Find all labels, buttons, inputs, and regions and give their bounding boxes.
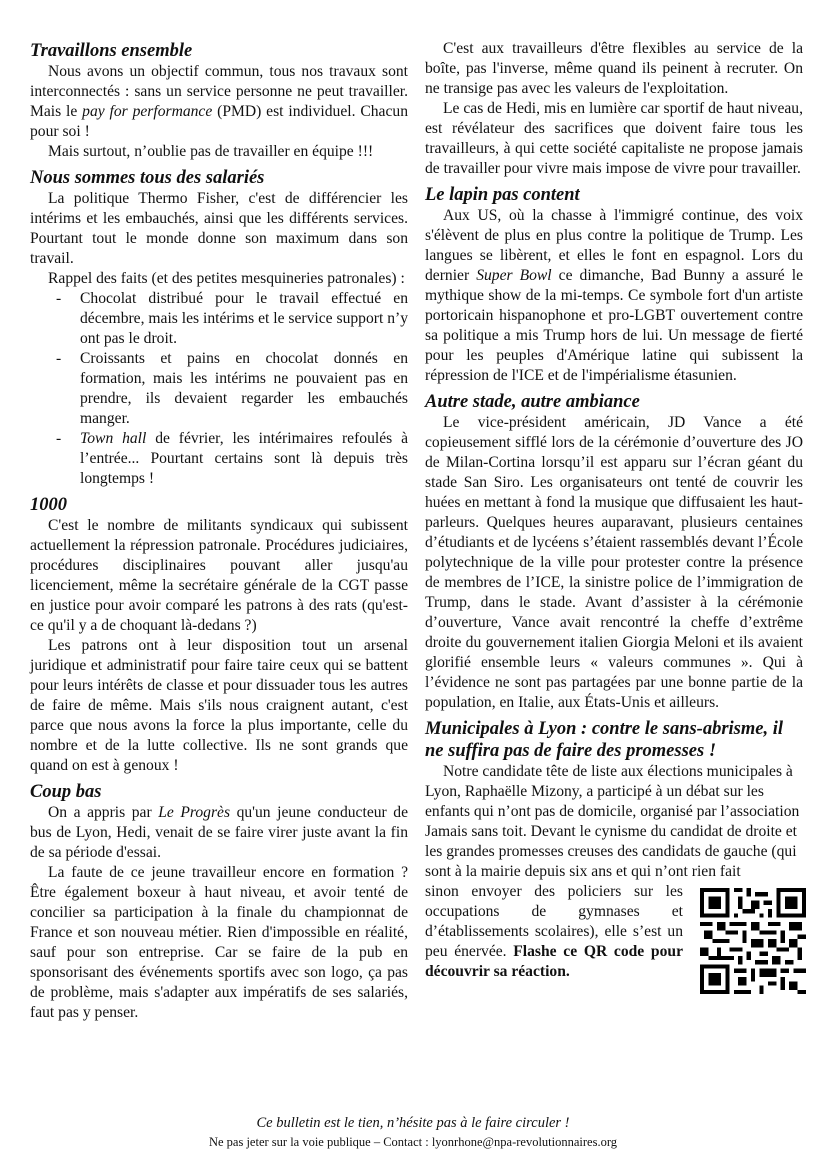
paragraph: Mais surtout, n’oublie pas de travailler en équipe !!!: [48, 143, 374, 160]
section-travaillons-ensemble: [30, 40, 408, 162]
paragraph: sinon envoyer des policiers sur les occupations de gymnases et d’établissements scolaires), elle s’est un peu énervée. Flashe ce QR code pour découvrir sa réaction.: [425, 883, 683, 980]
section-salaries: [30, 167, 408, 489]
emphasis: Super Bowl: [476, 267, 552, 284]
section-coup-bas-continued: [425, 39, 803, 179]
section-lapin-pas-content: [425, 184, 803, 386]
facts-list: [30, 289, 408, 489]
paragraph: C'est le nombre de militants syndicaux qui subissent actuellement la répression patronale. Procédures judiciaires, procédures disciplinaires pouvant aller jusqu'au licenciement, même la secrétaire générale de la CGT passe en justice pour avoir comparé les patrons à des rats (qu'est-ce qu'il y a de choquant là-dedans ?): [30, 517, 408, 634]
qr-code-icon[interactable]: [700, 888, 806, 994]
paragraph: On a appris par Le Progrès qu'un jeune conducteur de bus de Lyon, Hedi, venait de se faire virer juste avant la fin de sa période d'essai.: [30, 804, 408, 861]
paragraph: La politique Thermo Fisher, c'est de différencier les intérims et les embauchés, ainsi que les différents services. Pourtant tout le monde donne son maximum dans son travail.: [30, 190, 408, 267]
paragraph: Le vice-président américain, JD Vance a été copieusement sifflé lors de la cérémonie d’ouverture des JO de Milan-Cortina lorsqu’il est apparu sur l’écran géant du stade San Siro. Les organisateurs ont tenté de couvrir les huées en mettant à fond la musique que diffusaient les haut-parleurs. Quelques heures auparavant, plusieurs centaines d’étudiants et de lycéens s’étaient rassemblés devant l’École polytechnique de la ville pour protester contre la présence de membres de l’ICE, la sinistre police de l’immigration de Trump, dans le stade. Avant d’assister à la cérémonie d’ouverture, Vance avait rencontré la cheffe d’extrême droite du gouvernement italien Giorgia Meloni et ils avaient glorifié ensemble leurs « valeurs communes ». Qui à l’évidence ne sont pas partagées par une bonne partie de la population, en Italie, aux États-Unis et ailleurs.: [425, 414, 803, 711]
right-column: [425, 39, 803, 987]
left-column: [30, 40, 408, 1028]
section-1000: [30, 494, 408, 776]
emphasis: Town hall: [80, 430, 147, 447]
section-title: Le lapin pas content: [425, 185, 580, 205]
paragraph: Le cas de Hedi, mis en lumière car sportif de haut niveau, est révélateur des sacrifices que doivent faire tous les travailleurs, à qui cette société capitaliste ne propose jamais de travailler pour vivre mais impose de vivre pour travailler.: [425, 100, 803, 177]
paragraph: La faute de ce jeune travailleur encore en formation ? Être également boxeur à haut niveau, et avoir tenté de concilier sa participation à la finale du championnat de France et son nouveau métier. Rien d'impossible en réalité, sauf pour son entreprise. Car se faire de la pub en sponsorisant des événements sportifs avec son logo, ça pas de problème, mais s'adapter aux impératifs de ses salariés, faut pas y penser.: [30, 864, 408, 1021]
section-title: 1000: [30, 495, 67, 515]
paragraph: Nous avons un objectif commun, tous nos travaux sont interconnectés : sans un service personne ne peut travailler. Mais le pay for performance (PMD) est individuel. Chacun pour soi !: [30, 63, 408, 140]
footer-contact: Ne pas jeter sur la voie publique – Contact : lyonrhone@npa-revolutionnaires.org: [208, 1135, 618, 1149]
qr-call-to-action: Flashe ce QR code pour découvrir sa réaction.: [425, 943, 683, 980]
paragraph: Les patrons ont à leur disposition tout un arsenal juridique et administratif pour faire taire ceux qui se battent pour leurs intérêts de classe et pour dissuader tous les autres de faire de même. Mais s'ils nous craignent autant, c'est parce que nous avons la force la plus importante, celle du nombre et de la lutte collective. Ils ne sont grands que quand on est à genoux !: [30, 637, 408, 774]
paragraph: Aux US, où la chasse à l'immigré continue, des voix s'élèvent de plus en plus contre la politique de Trump. Les langues se libèrent, et elles le font en espagnol. Lors du dernier Super Bowl ce dimanche, Bad Bunny a assuré le mythique show de la mi-temps. Ce symbole fort d'un artiste portoricain hispanophone et pro-LGBT ouvertement contre sa politique a mis Trump hors de lui. Un message de fierté pour les peuples d'Amérique latine qui subissent la répression de l'ICE et de l'impérialisme étasunien.: [425, 207, 804, 384]
section-title: Municipales à Lyon : contre le sans-abrisme, il ne suffira pas de faire des promesses !: [425, 719, 784, 761]
section-coup-bas: [30, 781, 408, 1023]
section-autre-stade: [425, 391, 803, 713]
section-title: Autre stade, autre ambiance: [425, 392, 640, 412]
paragraph: Rappel des faits (et des petites mesquineries patronales) :: [48, 270, 405, 287]
paragraph: Notre candidate tête de liste aux élections municipales à Lyon, Raphaëlle Mizony, a participé à un débat sur les enfants qui n’ont pas de domicile, organisé par l’association Jamais sans toit. Devant le cynisme du candidat de droite et les grandes promesses creuses des candidats de gauche (qui sont à la mairie depuis six ans et qui n’ont rien fait: [425, 763, 800, 880]
paragraph: C'est aux travailleurs d'être flexibles au service de la boîte, pas l'inverse, même quand ils peinent à recruter. On ne transige pas avec les valeurs de l'exploitation.: [425, 40, 803, 97]
list-item: - Town hall de février, les intérimaires refoulés à l’entrée... Pourtant certains sont là depuis très longtemps !: [80, 429, 408, 489]
emphasis: Le Progrès: [158, 804, 231, 821]
list-item: - Croissants et pains en chocolat donnés en formation, mais les intérims ne pouvaient pas en prendre, ils devaient regarder les embauchés manger.: [80, 349, 408, 429]
footer-tagline: Ce bulletin est le tien, n’hésite pas à le faire circuler !: [256, 1115, 570, 1131]
section-municipales: [425, 718, 803, 982]
section-title: Coup bas: [30, 782, 102, 802]
list-item: - Chocolat distribué pour le travail effectué en décembre, mais les intérims et le service support n’y ont pas le droit.: [80, 289, 408, 349]
section-title: Nous sommes tous des salariés: [30, 168, 265, 188]
section-title: Travaillons ensemble: [30, 41, 193, 61]
emphasis: pay for performance: [82, 103, 213, 120]
